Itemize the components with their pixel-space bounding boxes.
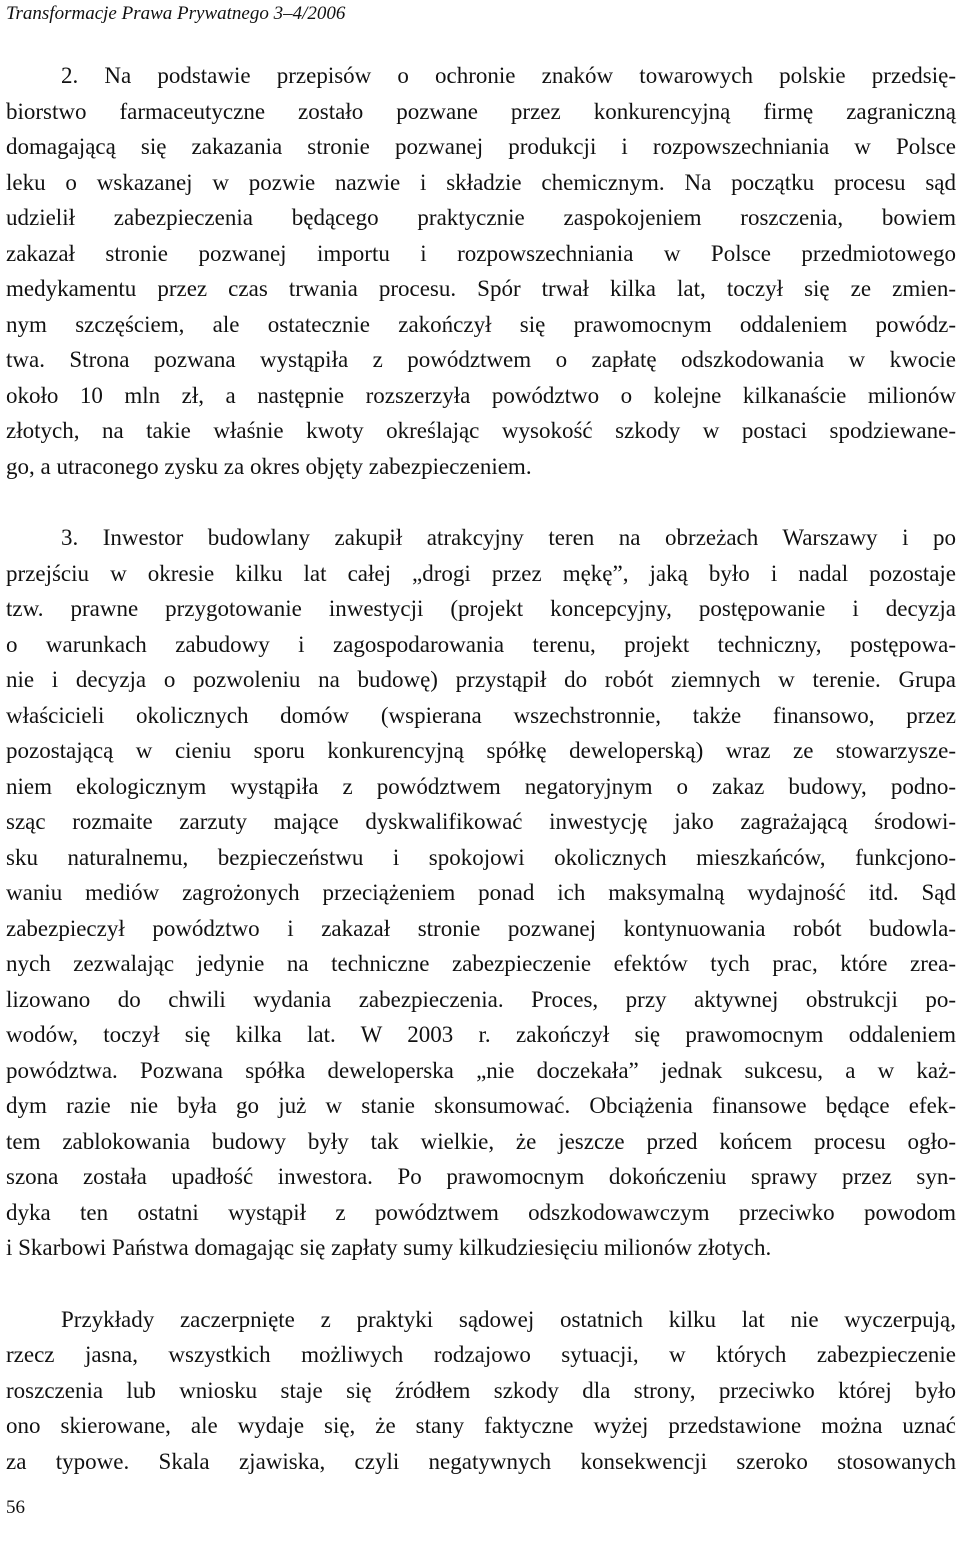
text-line: zabezpieczył powództwo i zakazał stronie pozwanej kontynuowania robót budowla- [6,915,956,941]
text-line: go, a utraconego zysku za okres objęty zabezpieczeniem. [6,453,532,479]
text-line: dym razie nie była go już w stanie skonsumować. Obciążenia finansowe będące efek- [6,1093,956,1118]
paragraph-summary [6,1302,956,1480]
text-line: zakazał stronie pozwanej importu i rozpowszechniania w Polsce przedmiotowego [6,240,956,266]
text-line: rzecz jasna, wszystkich możliwych rodzajowo sytuacji, w których zabezpieczenie [6,1342,956,1367]
text-line: za typowe. Skala zjawiska, czyli negatywnych konsekwencji szeroko stosowanych [6,1448,956,1474]
page-number: 56 [6,1497,25,1518]
text-line: 3. Inwestor budowlany zakupił atrakcyjny teren na obrzeżach Warszawy i po [61,525,956,550]
text-line: domagającą się zakazania stronie pozwanej produkcji i rozpowszechniania w Polsce [6,134,956,159]
text-line: biorstwo farmaceutyczne zostało pozwane przez konkurencyjną firmę zagraniczną [6,98,956,124]
text-line: powództwa. Pozwana spółka deweloperska „nie doczekała” jednak sukcesu, a w każ- [6,1057,956,1083]
running-head: Transformacje Prawa Prywatnego 3–4/2006 [6,3,346,24]
text-line: Przykłady zaczerpnięte z praktyki sądowej ostatnich kilku lat nie wyczerpują, [61,1306,956,1332]
paragraph-case-2 [6,58,956,484]
text-line: i Skarbowi Państwa domagając się zapłaty sumy kilkudziesięciu milionów złotych. [6,1235,772,1260]
text-line: właścicieli okolicznych domów (wspierana wszechstronnie, także finansowo, przez [6,702,956,728]
text-line: udzielił zabezpieczenia będącego praktycznie zaspokojeniem roszczenia, bowiem [6,205,956,230]
text-line: sząc rozmaite zarzuty mające dyskwalifikować inwestycję jako zagrażającą środowi- [6,809,956,834]
text-line: tzw. prawne przygotowanie inwestycji (projekt koncepcyjny, postępowanie i decyzja [6,596,956,621]
text-line: lizowano do chwili wydania zabezpieczenia. Proces, przy aktywnej obstrukcji po- [6,986,956,1012]
text-line: około 10 mln zł, a następnie rozszerzyła powództwo o kolejne kilkanaście milionów [6,382,956,408]
text-line: wodów, toczył się kilka lat. W 2003 r. zakończył się prawomocnym oddaleniem [6,1022,956,1047]
text-line: ono skierowane, ale wydaje się, że stany faktyczne wyżej przedstawione można uznać [6,1413,956,1438]
text-line: nym szczęściem, ale ostatecznie zakończył się prawomocnym oddaleniem powódz- [6,311,956,337]
text-line: dyka ten ostatni wystąpił z powództwem odszkodowawczym przeciwko powodom [6,1199,956,1225]
text-line: przejściu w okresie kilku lat całej „drogi przez mękę”, jaką było i nadal pozostaje [6,560,956,586]
text-line: waniu mediów zagrożonych przeciążeniem ponad ich maksymalną wydajność itd. Sąd [6,880,956,905]
text-line: roszczenia lub wniosku staje się źródłem szkody dla strony, przeciwko której było [6,1377,956,1403]
body-text [6,58,956,1479]
text-line: twa. Strona pozwana wystąpiła z powództwem o zapłatę odszkodowania w kwocie [6,347,956,372]
text-line: medykamentu przez czas trwania procesu. Spór trwał kilka lat, toczył się ze zmien- [6,276,956,301]
paragraph-gap [6,1266,956,1302]
text-line: leku o wskazanej w pozwie nazwie i składzie chemicznym. Na początku procesu sąd [6,169,956,195]
text-line: tem zablokowania budowy były tak wielkie, że jeszcze przed końcem procesu ogło- [6,1128,956,1154]
text-line: złotych, na takie właśnie kwoty określając wysokość szkody w postaci spodziewane- [6,418,956,443]
text-line: o warunkach zabudowy i zagospodarowania terenu, projekt techniczny, postępowa- [6,631,956,657]
paragraph-gap [6,484,956,520]
text-line: nych zezwalając jedynie na techniczne zabezpieczenie efektów tych prac, które zrea- [6,951,956,976]
text-line: 2. Na podstawie przepisów o ochronie znaków towarowych polskie przedsię- [61,63,956,88]
text-line: nie i decyzja o pozwoleniu na budowę) przystąpił do robót ziemnych w terenie. Grupa [6,667,956,692]
text-line: szona została upadłość inwestora. Po prawomocnym dokończeniu sprawy przez syn- [6,1164,956,1189]
text-line: sku naturalnemu, bezpieczeństwu i spokojowi okolicznych mieszkańców, funkcjono- [6,844,956,870]
text-line: niem ekologicznym wystąpiła z powództwem negatoryjnym o zakaz budowy, podno- [6,773,956,799]
paragraph-case-3 [6,520,956,1266]
text-line: pozostającą w cieniu sporu konkurencyjną spółkę deweloperską) wraz ze stowarzysze- [6,738,956,763]
